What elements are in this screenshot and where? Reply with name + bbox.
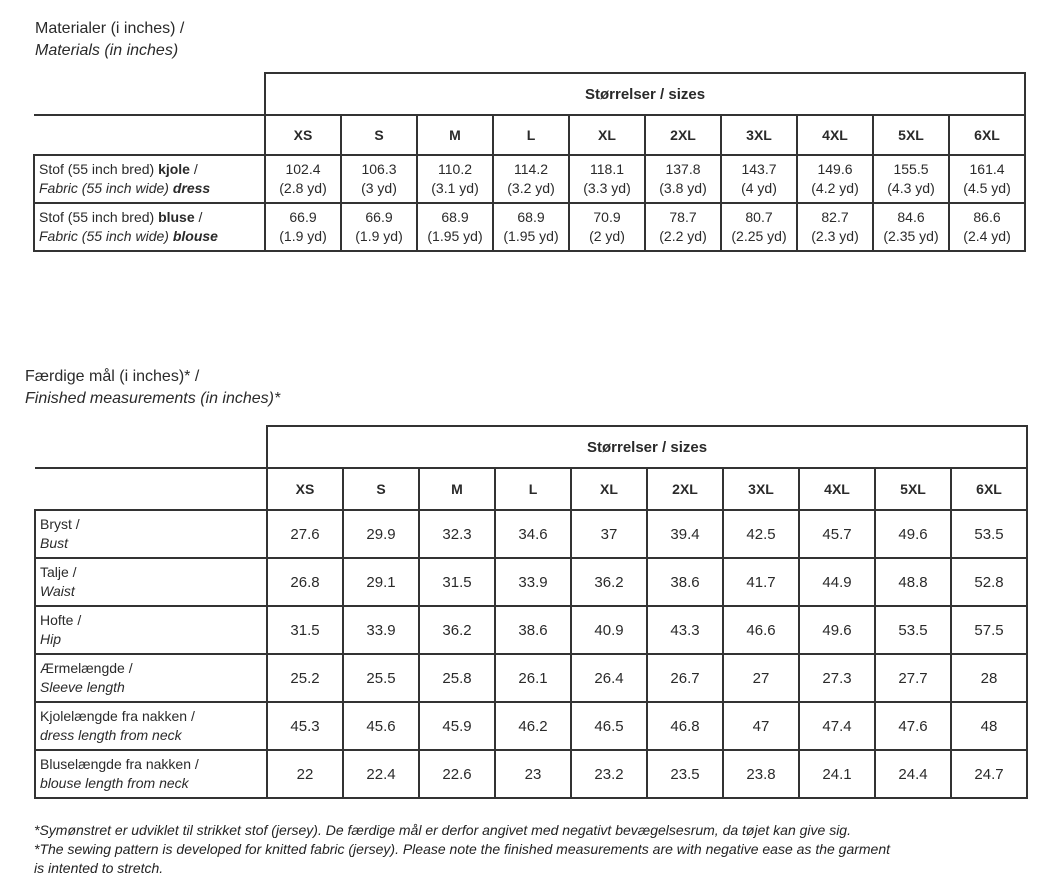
label-bold-text: blouse: [172, 228, 218, 244]
value-yards: (2.2 yd): [659, 228, 707, 244]
value-yards: (2.25 yd): [731, 228, 787, 244]
finished-value-cell: 45.9: [419, 702, 495, 750]
materials-size-header: M: [417, 115, 493, 155]
finished-row-label-en: Bust: [40, 535, 69, 551]
finished-value-cell: 45.7: [799, 510, 875, 558]
value-yards: (1.9 yd): [355, 228, 403, 244]
value-inches: 118.1: [590, 161, 624, 177]
finished-value-cell: 31.5: [419, 558, 495, 606]
materials-value-cell: [949, 155, 1025, 203]
value-yards: (2.3 yd): [811, 228, 859, 244]
finished-row-label: [35, 702, 267, 750]
finished-row-label: [35, 558, 267, 606]
finished-value-cell: 32.3: [419, 510, 495, 558]
value-inches: 68.9: [441, 209, 469, 225]
finished-corner-blank: [35, 426, 267, 468]
finished-row-label-en: Waist: [40, 583, 75, 599]
materials-table: [33, 72, 1026, 252]
finished-value-cell: 40.9: [571, 606, 647, 654]
finished-value-cell: 48: [951, 702, 1027, 750]
value-yards: (2.8 yd): [279, 180, 327, 196]
finished-row-label-en: Sleeve length: [40, 679, 125, 695]
finished-size-header: XL: [571, 468, 647, 510]
finished-size-header-row: [35, 468, 1027, 510]
finished-value-cell: 52.8: [951, 558, 1027, 606]
label-text: /: [189, 161, 198, 177]
finished-value-cell: 49.6: [799, 606, 875, 654]
materials-value-cell: [341, 155, 417, 203]
materials-row-label-da: [39, 208, 264, 227]
finished-value-cell: 37: [571, 510, 647, 558]
value-inches: 102.4: [285, 161, 321, 177]
finished-row: [35, 750, 1027, 798]
value-inches: 78.7: [669, 209, 697, 225]
finished-value-cell: 34.6: [495, 510, 571, 558]
finished-value-cell: 57.5: [951, 606, 1027, 654]
finished-value-cell: 45.3: [267, 702, 343, 750]
finished-size-header: 5XL: [875, 468, 951, 510]
materials-value-cell: [265, 203, 341, 251]
materials-value-cell: [417, 203, 493, 251]
finished-value-cell: 41.7: [723, 558, 799, 606]
finished-value-cell: 26.7: [647, 654, 723, 702]
finished-value-cell: 47.4: [799, 702, 875, 750]
value-yards: (4.3 yd): [887, 180, 935, 196]
finished-value-cell: 31.5: [267, 606, 343, 654]
finished-title: [25, 366, 280, 410]
materials-title-en: Materials (in inches): [35, 42, 179, 59]
label-text: Fabric (55 inch wide): [39, 180, 173, 196]
finished-row-label-da: Bryst /: [40, 516, 80, 532]
materials-value-cell: [493, 155, 569, 203]
finished-value-cell: 27.6: [267, 510, 343, 558]
finished-value-cell: 22.4: [343, 750, 419, 798]
finished-value-cell: 46.5: [571, 702, 647, 750]
value-inches: 155.5: [893, 161, 929, 177]
materials-value-cell: [569, 203, 645, 251]
materials-size-header: 2XL: [645, 115, 721, 155]
value-yards: (3.2 yd): [507, 180, 555, 196]
finished-value-cell: 42.5: [723, 510, 799, 558]
finished-size-header: 3XL: [723, 468, 799, 510]
materials-size-header: XS: [265, 115, 341, 155]
finished-value-cell: 23.2: [571, 750, 647, 798]
footnote-en-1: *The sewing pattern is developed for knitted fabric (jersey). Please note the finished measurements are with negative ease as the garment: [34, 841, 891, 857]
finished-value-cell: 22: [267, 750, 343, 798]
finished-row: [35, 702, 1027, 750]
finished-row: [35, 654, 1027, 702]
finished-value-cell: 53.5: [875, 606, 951, 654]
finished-value-cell: 38.6: [495, 606, 571, 654]
materials-value-cell: [493, 203, 569, 251]
finished-row: [35, 558, 1027, 606]
value-inches: 66.9: [289, 209, 317, 225]
finished-size-header: S: [343, 468, 419, 510]
value-inches: 86.6: [973, 209, 1001, 225]
materials-value-cell: [873, 155, 949, 203]
value-inches: 66.9: [365, 209, 393, 225]
finished-size-header: XS: [267, 468, 343, 510]
materials-value-cell: [569, 155, 645, 203]
value-inches: 149.6: [817, 161, 853, 177]
value-yards: (3 yd): [361, 180, 397, 196]
finished-value-cell: 45.6: [343, 702, 419, 750]
label-text: Stof (55 inch bred): [39, 161, 159, 177]
materials-value-cell: [797, 155, 873, 203]
footnote-da: *Symønstret er udviklet til strikket stof (jersey). De færdige mål er derfor angivet med negativt bevægelsesrum, da tøjet kan give sig.: [34, 822, 851, 838]
finished-value-cell: 23.8: [723, 750, 799, 798]
materials-title: [35, 18, 184, 62]
finished-value-cell: 46.6: [723, 606, 799, 654]
value-yards: (4.2 yd): [811, 180, 859, 196]
finished-size-header: 2XL: [647, 468, 723, 510]
finished-size-header: 6XL: [951, 468, 1027, 510]
materials-value-cell: [265, 155, 341, 203]
finished-value-cell: 26.8: [267, 558, 343, 606]
value-yards: (3.3 yd): [583, 180, 631, 196]
finished-row-label: [35, 750, 267, 798]
finished-value-cell: 24.4: [875, 750, 951, 798]
finished-value-cell: 44.9: [799, 558, 875, 606]
finished-value-cell: 33.9: [495, 558, 571, 606]
finished-value-cell: 25.8: [419, 654, 495, 702]
value-inches: 143.7: [741, 161, 777, 177]
materials-row-label-da: [39, 160, 264, 179]
finished-value-cell: 28: [951, 654, 1027, 702]
finished-value-cell: 36.2: [419, 606, 495, 654]
finished-row: [35, 606, 1027, 654]
finished-value-cell: 26.1: [495, 654, 571, 702]
label-text: /: [194, 209, 203, 225]
finished-value-cell: 29.9: [343, 510, 419, 558]
finished-row-label-en: dress length from neck: [40, 727, 182, 743]
finished-value-cell: 26.4: [571, 654, 647, 702]
materials-sizes-title: Størrelser / sizes: [265, 73, 1025, 115]
finished-value-cell: 46.2: [495, 702, 571, 750]
materials-row-label-en: [39, 227, 264, 246]
finished-value-cell: 27: [723, 654, 799, 702]
finished-value-cell: 47: [723, 702, 799, 750]
finished-value-cell: 39.4: [647, 510, 723, 558]
materials-header-blank: [34, 115, 265, 155]
materials-row: [34, 203, 1025, 251]
materials-size-header: S: [341, 115, 417, 155]
finished-table: [34, 425, 1028, 799]
finished-value-cell: 29.1: [343, 558, 419, 606]
materials-corner-blank: [34, 73, 265, 115]
finished-row-label-en: Hip: [40, 631, 62, 647]
value-yards: (2 yd): [589, 228, 625, 244]
finished-value-cell: 46.8: [647, 702, 723, 750]
value-inches: 84.6: [897, 209, 925, 225]
finished-sizes-title: Størrelser / sizes: [267, 426, 1027, 468]
value-yards: (1.95 yd): [503, 228, 559, 244]
value-inches: 68.9: [517, 209, 545, 225]
finished-row-label: [35, 606, 267, 654]
materials-value-cell: [721, 203, 797, 251]
materials-size-header: 5XL: [873, 115, 949, 155]
finished-value-cell: 47.6: [875, 702, 951, 750]
finished-row: [35, 510, 1027, 558]
label-bold-text: dress: [172, 180, 211, 196]
finished-value-cell: 22.6: [419, 750, 495, 798]
finished-title-en: Finished measurements (in inches)*: [25, 390, 281, 407]
materials-size-header: L: [493, 115, 569, 155]
materials-value-cell: [949, 203, 1025, 251]
value-inches: 114.2: [514, 161, 548, 177]
value-yards: (4.5 yd): [963, 180, 1011, 196]
label-text: Stof (55 inch bred): [39, 209, 159, 225]
finished-value-cell: 33.9: [343, 606, 419, 654]
value-inches: 137.8: [665, 161, 701, 177]
value-yards: (3.8 yd): [659, 180, 707, 196]
value-inches: 110.2: [438, 161, 472, 177]
value-inches: 161.4: [969, 161, 1005, 177]
finished-value-cell: 27.7: [875, 654, 951, 702]
value-inches: 82.7: [821, 209, 849, 225]
materials-value-cell: [645, 203, 721, 251]
finished-size-header: M: [419, 468, 495, 510]
label-text: Fabric (55 inch wide): [39, 228, 173, 244]
finished-row-label-da: Bluselængde fra nakken /: [40, 756, 199, 772]
finished-row-label-da: Talje /: [40, 564, 77, 580]
footnote-en-2: is intented to stretch.: [34, 860, 164, 876]
materials-value-cell: [341, 203, 417, 251]
finished-value-cell: 25.2: [267, 654, 343, 702]
finished-title-da: Færdige mål (i inches)* /: [25, 368, 200, 385]
materials-size-header: XL: [569, 115, 645, 155]
value-yards: (1.9 yd): [279, 228, 327, 244]
value-yards: (1.95 yd): [427, 228, 483, 244]
label-bold-text: kjole: [158, 161, 190, 177]
finished-value-cell: 43.3: [647, 606, 723, 654]
finished-size-header: 4XL: [799, 468, 875, 510]
footnote: [34, 821, 1044, 878]
finished-value-cell: 24.7: [951, 750, 1027, 798]
finished-value-cell: 38.6: [647, 558, 723, 606]
materials-row-label: [34, 155, 265, 203]
materials-title-da: Materialer (i inches) /: [35, 20, 185, 37]
materials-row-label-en: [39, 179, 264, 198]
materials-value-cell: [645, 155, 721, 203]
finished-value-cell: 25.5: [343, 654, 419, 702]
finished-value-cell: 49.6: [875, 510, 951, 558]
value-yards: (3.1 yd): [431, 180, 479, 196]
finished-size-header: L: [495, 468, 571, 510]
finished-value-cell: 36.2: [571, 558, 647, 606]
finished-row-label-da: Hofte /: [40, 612, 82, 628]
finished-value-cell: 23.5: [647, 750, 723, 798]
finished-value-cell: 24.1: [799, 750, 875, 798]
materials-value-cell: [721, 155, 797, 203]
finished-row-label: [35, 654, 267, 702]
materials-size-header: 6XL: [949, 115, 1025, 155]
materials-size-header: 4XL: [797, 115, 873, 155]
finished-header-blank: [35, 468, 267, 510]
finished-row-label-en: blouse length from neck: [40, 775, 189, 791]
materials-size-header-row: [34, 115, 1025, 155]
label-bold-text: bluse: [158, 209, 195, 225]
finished-row-label: [35, 510, 267, 558]
materials-value-cell: [417, 155, 493, 203]
value-inches: 106.3: [361, 161, 397, 177]
materials-row-label: [34, 203, 265, 251]
materials-size-header: 3XL: [721, 115, 797, 155]
value-yards: (2.35 yd): [883, 228, 939, 244]
value-yards: (2.4 yd): [963, 228, 1011, 244]
finished-row-label-da: Kjolelængde fra nakken /: [40, 708, 195, 724]
materials-value-cell: [797, 203, 873, 251]
finished-value-cell: 48.8: [875, 558, 951, 606]
value-yards: (4 yd): [741, 180, 777, 196]
finished-value-cell: 27.3: [799, 654, 875, 702]
value-inches: 70.9: [593, 209, 621, 225]
materials-value-cell: [873, 203, 949, 251]
materials-row: [34, 155, 1025, 203]
finished-value-cell: 53.5: [951, 510, 1027, 558]
value-inches: 80.7: [745, 209, 773, 225]
finished-row-label-da: Ærmelængde /: [40, 660, 133, 676]
finished-value-cell: 23: [495, 750, 571, 798]
